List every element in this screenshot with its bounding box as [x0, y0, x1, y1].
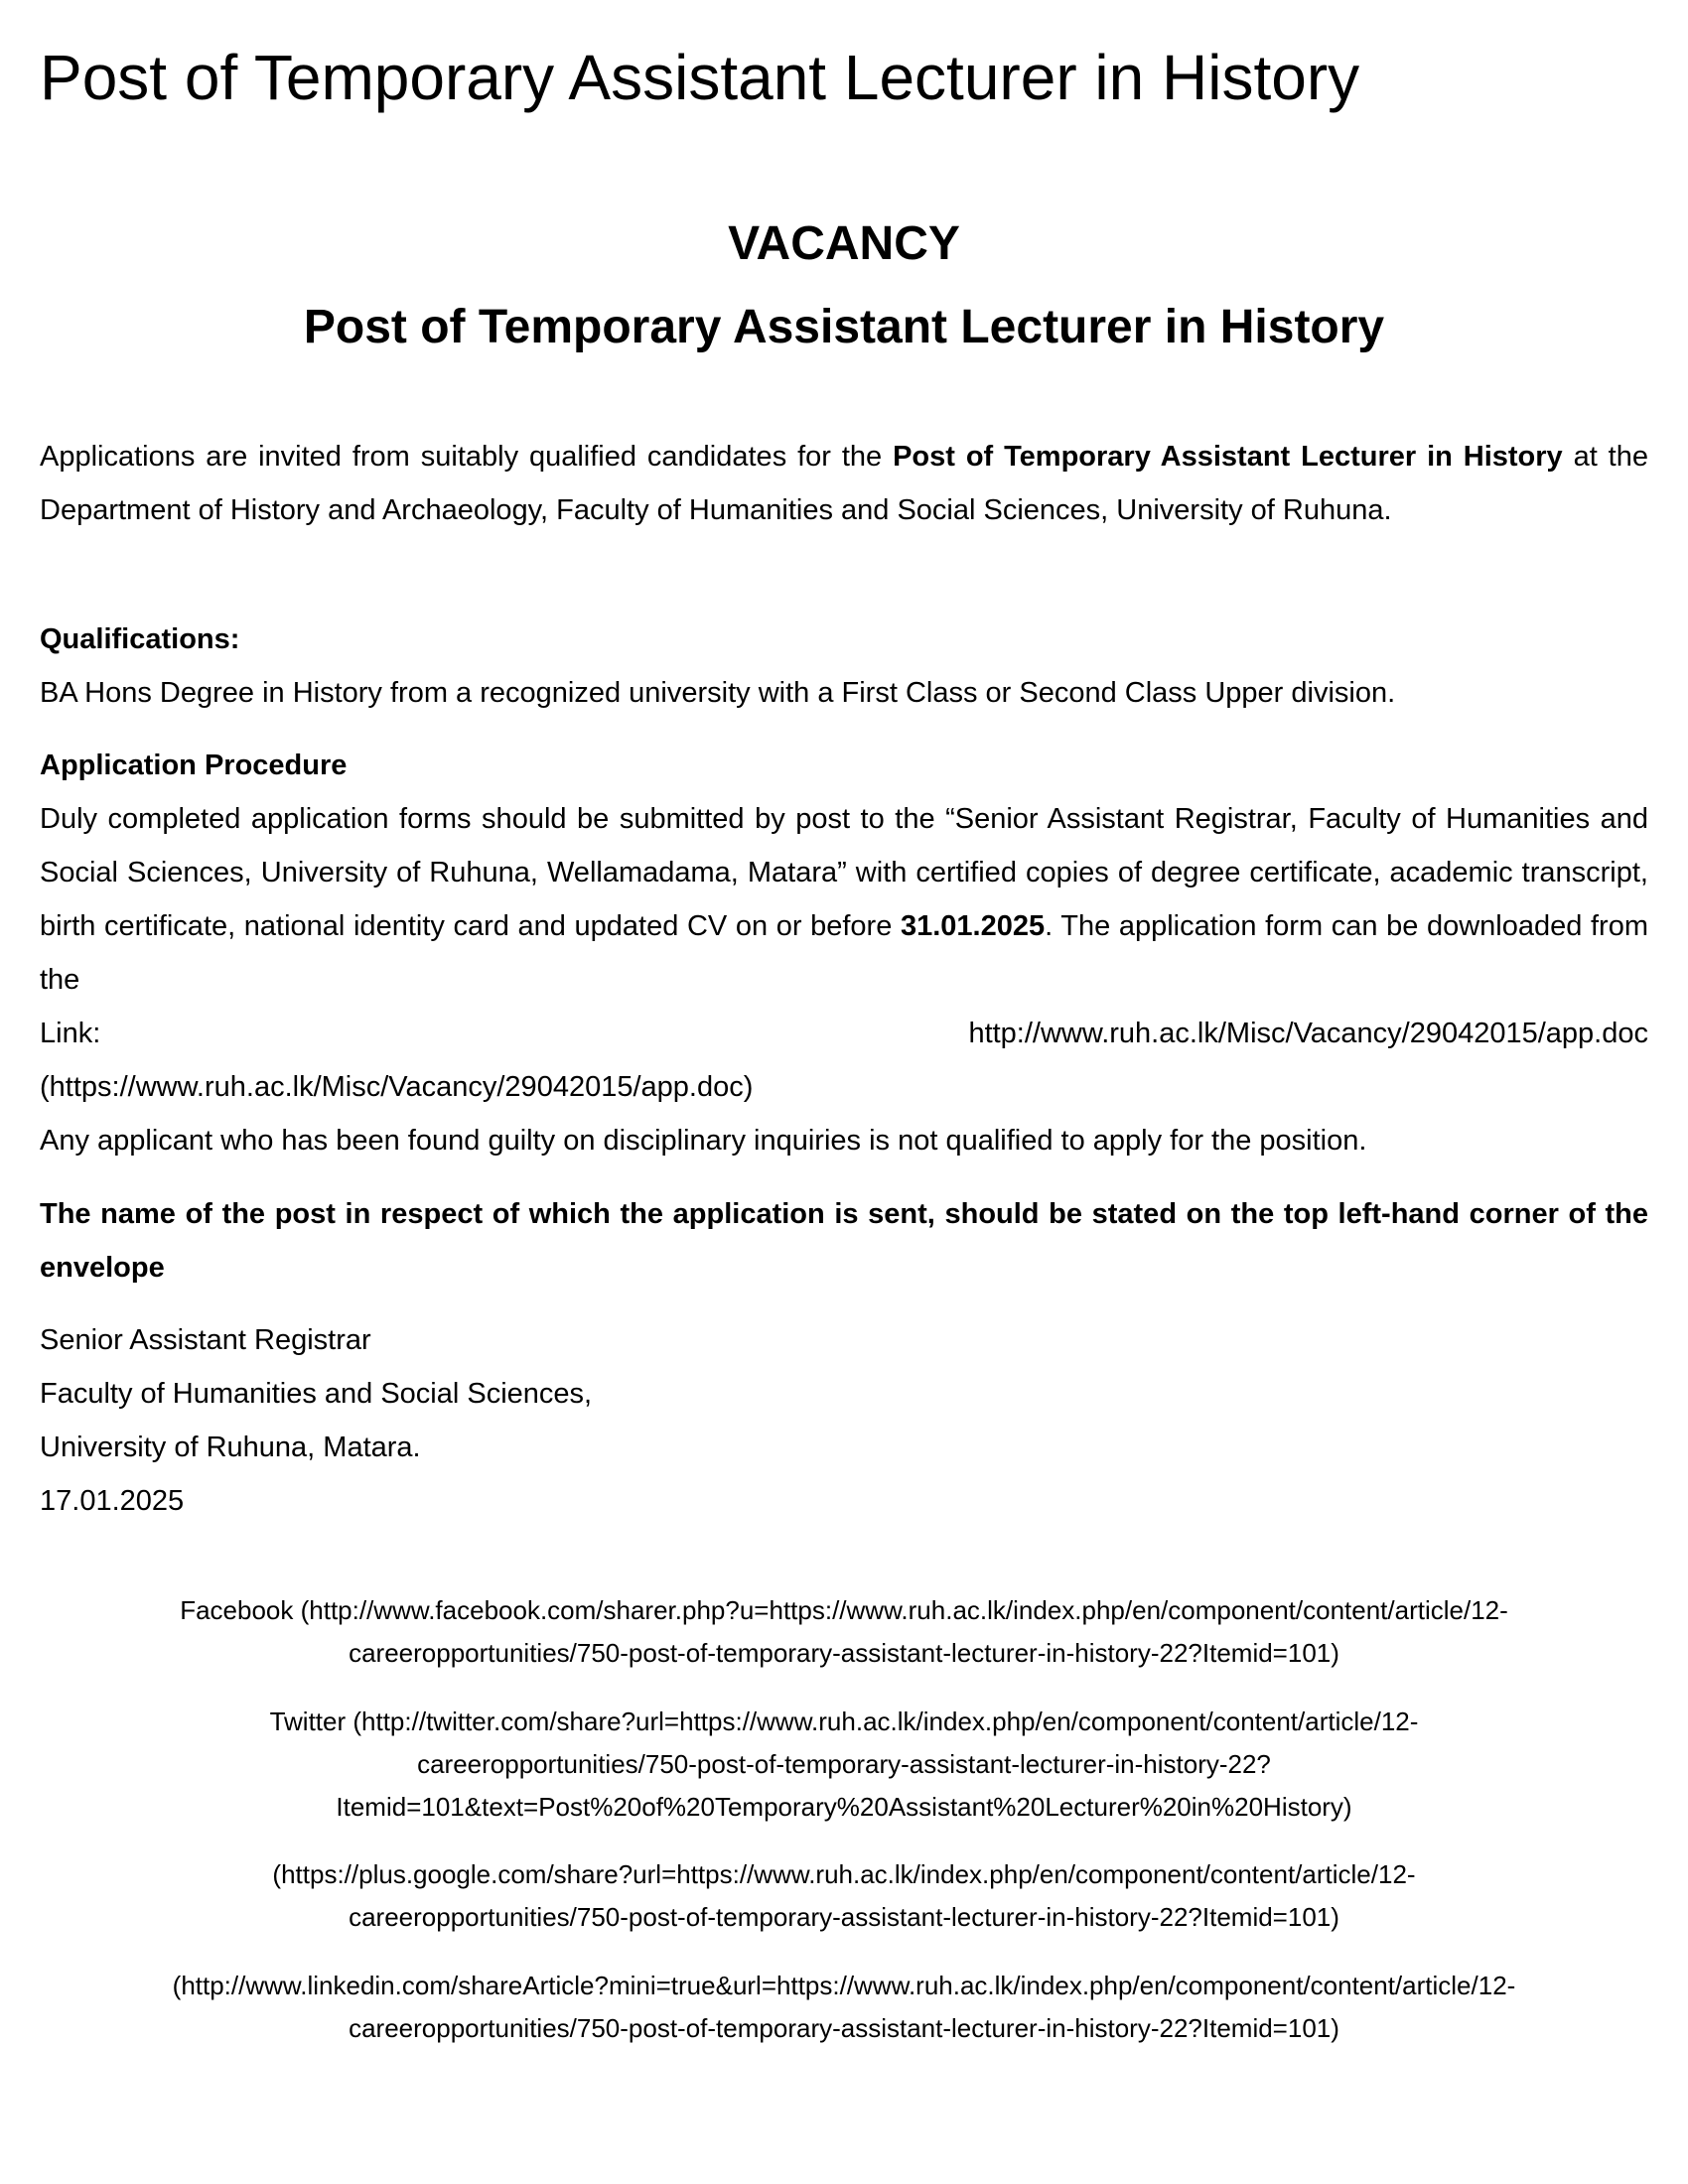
- google-plus-share-link[interactable]: [40, 1853, 1648, 1939]
- link-label: Link:: [40, 1018, 101, 1049]
- envelope-notice: The name of the post in respect of which the application is sent, should be stated on the top left-hand corner of the envelope: [40, 1198, 1648, 1284]
- signature-university: University of Ruhuna, Matara.: [40, 1432, 421, 1463]
- google-share-line-1[interactable]: (https://plus.google.com/share?url=https://www.ruh.ac.lk/index.php/en/component/content/article/12-: [272, 1859, 1416, 1889]
- twitter-share-line-3[interactable]: Itemid=101&text=Post%20of%20Temporary%20Assistant%20Lecturer%20in%20History): [336, 1792, 1352, 1822]
- signature-title: Senior Assistant Registrar: [40, 1324, 371, 1356]
- application-form-link-alt[interactable]: (https://www.ruh.ac.lk/Misc/Vacancy/29042015/app.doc): [40, 1071, 754, 1103]
- procedure-text-end: . The application form can be downloaded from the: [40, 910, 1648, 996]
- procedure-heading: Application Procedure: [40, 750, 348, 781]
- twitter-share-line-2[interactable]: careeropportunities/750-post-of-temporary-assistant-lecturer-in-history-22?: [417, 1749, 1271, 1779]
- qualifications-heading: Qualifications:: [40, 623, 240, 655]
- disciplinary-note: Any applicant who has been found guilty on disciplinary inquiries is not qualified to apply for the position.: [40, 1125, 1367, 1157]
- signature-date: 17.01.2025: [40, 1485, 185, 1517]
- procedure-text-start: Duly completed application forms should be submitted by post to the “Senior Assistant Registrar, Faculty of Humanities and Social Sciences, University of Ruhuna, Wellamadama, Matara” with certified copies of degree certificate, academic transcript, birth certificate, national identity card and updated CV on or before: [40, 803, 1648, 942]
- intro-text-start: Applications are invited from suitably qualified candidates for the: [40, 441, 894, 473]
- application-procedure-section: [40, 739, 1648, 1167]
- google-share-line-2[interactable]: careeropportunities/750-post-of-temporary-assistant-lecturer-in-history-22?Itemid=101): [349, 1902, 1339, 1932]
- signature-block: [40, 1313, 1648, 1528]
- linkedin-share-line-1[interactable]: (http://www.linkedin.com/shareArticle?mini=true&url=https://www.ruh.ac.lk/index.php/en/component/content/article/12-: [172, 1971, 1516, 2000]
- vacancy-heading: VACANCY: [728, 217, 960, 270]
- qualifications-section: [40, 613, 1648, 720]
- page-title: Post of Temporary Assistant Lecturer in History: [40, 42, 1360, 113]
- intro-post-name: Post of Temporary Assistant Lecturer in History: [893, 441, 1563, 473]
- facebook-share-line-2[interactable]: careeropportunities/750-post-of-temporary-assistant-lecturer-in-history-22?Itemid=101): [349, 1638, 1339, 1668]
- post-heading: Post of Temporary Assistant Lecturer in History: [303, 301, 1385, 353]
- intro-text-end: at the Department of History and Archaeology, Faculty of Humanities and Social Sciences, University of Ruhuna.: [40, 441, 1648, 526]
- facebook-share-line-1[interactable]: Facebook (http://www.facebook.com/sharer.php?u=https://www.ruh.ac.lk/index.php/en/component/content/article/12-: [180, 1595, 1508, 1625]
- signature-faculty: Faculty of Humanities and Social Sciences,: [40, 1378, 593, 1410]
- intro-paragraph: [40, 430, 1648, 537]
- application-form-link-line: [40, 1007, 1648, 1060]
- twitter-share-link[interactable]: [40, 1701, 1648, 1829]
- linkedin-share-line-2[interactable]: careeropportunities/750-post-of-temporary-assistant-lecturer-in-history-22?Itemid=101): [349, 2013, 1339, 2043]
- twitter-share-line-1[interactable]: Twitter (http://twitter.com/share?url=https://www.ruh.ac.lk/index.php/en/component/content/article/12-: [269, 1706, 1419, 1736]
- application-form-link[interactable]: http://www.ruh.ac.lk/Misc/Vacancy/29042015/app.doc: [968, 1018, 1648, 1049]
- procedure-text: [40, 792, 1648, 1007]
- qualifications-text: BA Hons Degree in History from a recognized university with a First Class or Second Class Upper division.: [40, 677, 1396, 709]
- facebook-share-link[interactable]: [40, 1589, 1648, 1675]
- linkedin-share-link[interactable]: [40, 1965, 1648, 2050]
- procedure-deadline: 31.01.2025: [900, 910, 1046, 942]
